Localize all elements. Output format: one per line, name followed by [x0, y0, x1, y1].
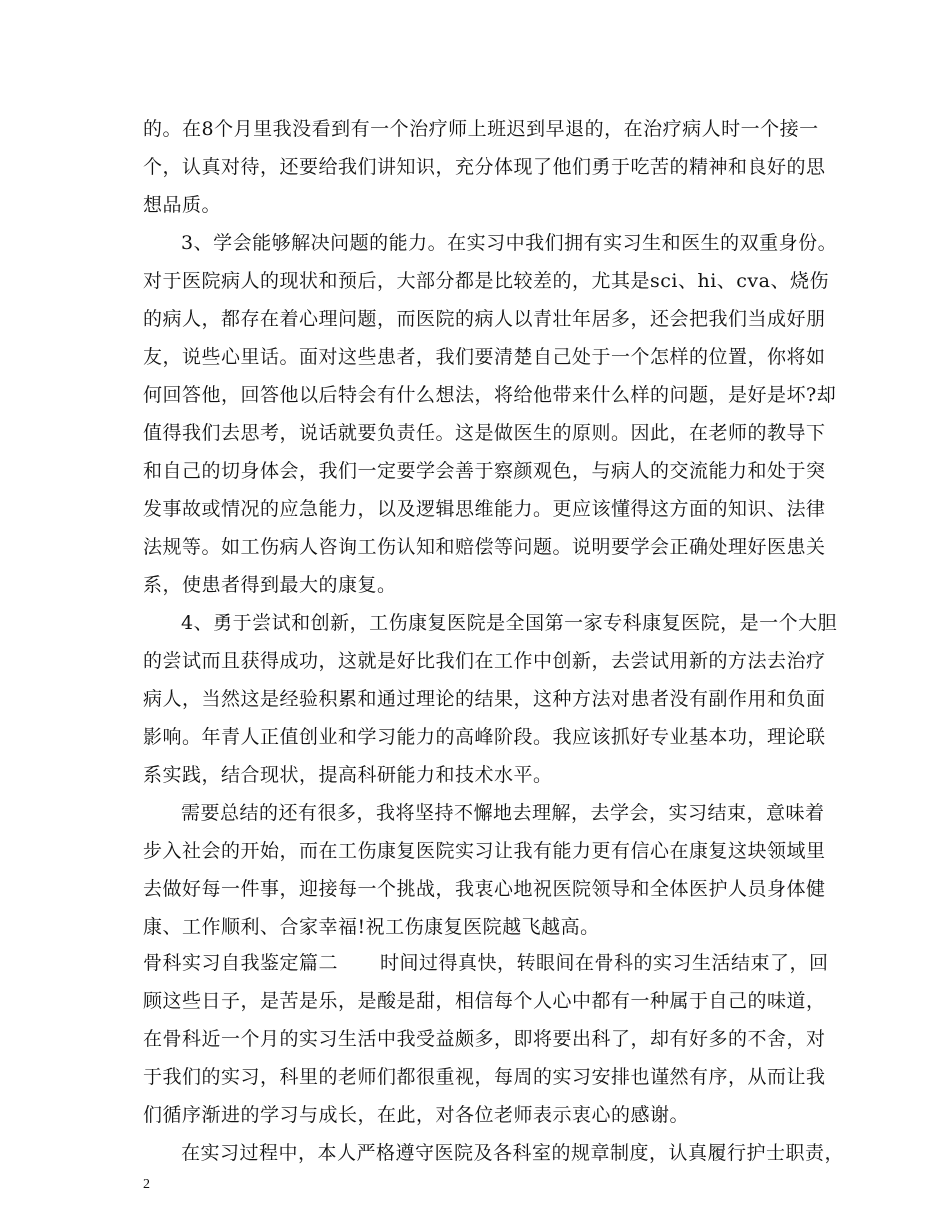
text-line: 个，认真对待，还要给我们讲知识，充分体现了他们勇于吃苦的精神和良好的思	[143, 156, 826, 178]
text-line: 何回答他，回答他以后特会有什么想法，将给他带来什么样的问题，是好是坏?却	[143, 384, 837, 406]
section-heading-line	[143, 946, 829, 980]
text-line: 系，使患者得到最大的康复。	[143, 574, 397, 596]
text-line: 时间过得真快，转眼间在骨科的实习生活结束了，回	[380, 952, 829, 974]
text-line: 于我们的实习，科里的老师们都很重视，每周的实习安排也谨然有序，从而让我	[143, 1066, 826, 1088]
text-line: 康、工作顺利、合家幸福!祝工伤康复医院越飞越高。	[143, 916, 600, 938]
text-line: 的尝试而且获得成功，这就是好比我们在工作中创新，去尝试用新的方法去治疗	[143, 650, 826, 672]
section-title: 骨科实习自我鉴定篇二	[143, 952, 339, 974]
text-line: 步入社会的开始，而在工伤康复医院实习让我有能力更有信心在康复这块领域里	[143, 840, 826, 862]
text-line: 想品质。	[143, 194, 222, 216]
text-line: 在实习过程中，本人严格遵守医院及各科室的规章制度，认真履行护士职责，	[181, 1142, 845, 1164]
text-line: 法规等。如工伤病人咨询工伤认知和赔偿等问题。说明要学会正确处理好医患关	[143, 536, 826, 558]
text-line: 需要总结的还有很多，我将坚持不懈地去理解，去学会，实习结束，意味着	[181, 802, 825, 824]
text-line: 去做好每一件事，迎接每一个挑战，我衷心地祝医院领导和全体医护人员身体健	[143, 878, 826, 900]
page-number: 2	[143, 1177, 150, 1192]
text-line: 值得我们去思考，说话就要负责任。这是做医生的原则。因此，在老师的教导下	[143, 422, 826, 444]
text-line: 系实践，结合现状，提高科研能力和技术水平。	[143, 764, 553, 786]
text-line: 对于医院病人的现状和预后，大部分都是比较差的，尤其是sci、hi、cva、烧伤	[143, 270, 829, 292]
text-line: 和自己的切身体会，我们一定要学会善于察颜观色，与病人的交流能力和处于突	[143, 460, 826, 482]
text-line: 病人，当然这是经验积累和通过理论的结果，这种方法对患者没有副作用和负面	[143, 688, 826, 710]
text-line: 友，说些心里话。面对这些患者，我们要清楚自己处于一个怎样的位置，你将如	[143, 346, 826, 368]
text-line: 4、勇于尝试和创新，工伤康复医院是全国第一家专科康复医院，是一个大胆	[181, 612, 838, 634]
text-line: 发事故或情况的应急能力，以及逻辑思维能力。更应该懂得这方面的知识、法律	[143, 498, 826, 520]
text-line: 们循序渐进的学习与成长，在此，对各位老师表示衷心的感谢。	[143, 1104, 690, 1126]
text-line: 在骨科近一个月的实习生活中我受益颇多，即将要出科了，却有好多的不舍，对	[143, 1028, 826, 1050]
text-line: 影响。年青人正值创业和学习能力的高峰阶段。我应该抓好专业基本功，理论联	[143, 726, 826, 748]
text-line: 的病人，都存在着心理问题，而医院的病人以青壮年居多，还会把我们当成好朋	[143, 308, 826, 330]
text-line: 3、学会能够解决问题的能力。在实习中我们拥有实习生和医生的双重身份。	[181, 232, 838, 254]
text-line: 顾这些日子，是苦是乐，是酸是甜，相信每个人心中都有一种属于自己的味道，	[143, 990, 826, 1012]
text-line: 的。在8个月里我没看到有一个治疗师上班迟到早退的，在治疗病人时一个接一	[143, 118, 819, 140]
